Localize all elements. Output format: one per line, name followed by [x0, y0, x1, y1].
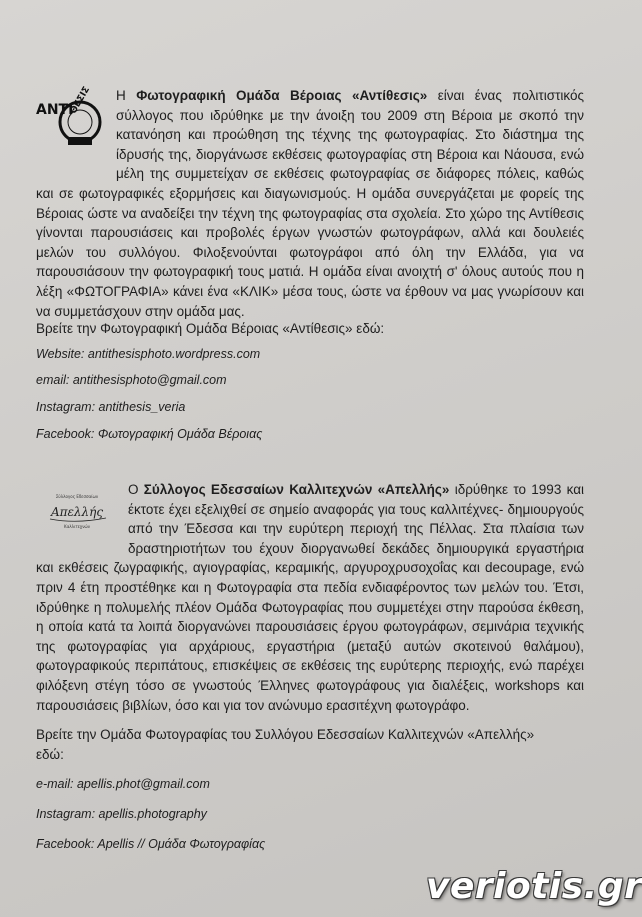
watermark-logo: veriotis.gr [426, 866, 642, 907]
apellis-email: e-mail: apellis.phot@gmail.com [36, 777, 210, 791]
antithesis-email: email: antithesisphoto@gmail.com [36, 373, 227, 387]
svg-text:ΘΕΣΙΣ: ΘΕΣΙΣ [68, 85, 93, 116]
svg-text:Απελλής: Απελλής [50, 505, 104, 519]
svg-text:ANTI: ANTI [36, 102, 74, 118]
antithesis-instagram: Instagram: antithesis_veria [36, 400, 186, 414]
apellis-section [36, 480, 584, 715]
antithesis-facebook: Facebook: Φωτογραφική Ομάδα Βέροιας [36, 427, 263, 441]
antithesis-section [36, 86, 584, 321]
apellis-find-us-line2: εδώ: [36, 747, 64, 762]
svg-text:Σύλλογος Εδεσσαίων: Σύλλογος Εδεσσαίων [55, 494, 99, 499]
apellis-description: Ο Σύλλογος Εδεσσαίων Καλλιτεχνών «Απελλής» ιδρύθηκε το 1993 και έκτοτε έχει εξελιχθεί σε σημείο αναφοράς για τους καλλιτέχνες- δημιουργούς από την Έδεσσα και την ευρύτερη περιοχή της Πέλλας. Στα πλαίσια των δραστηριοτήτων του έχουν διοργανωθεί δεκάδες δημιουργικά εργαστήρια και εκθέσεις ζωγραφικής, αγιογραφίας, κεραμικής, αργυροχρυσοχοΐας και decoupage, ενώ πριν 4 έτη προστέθηκε και η Φωτογραφία στα πεδία ενδιαφέροντος των μελών του. Έτσι, ιδρύθηκε η πολυμελής πλέον Ομάδα Φωτογραφίας που συμμετέχει στην παρούσα έκθεση, η οποία κατά τα λοιπά διοργανώνει παρουσιάσεις έργου φωτογράφων, σεμινάρια τεχνικής της φωτογραφίας για αρχάριους, εργαστήρια (μεταξύ αυτών σκοτεινού θαλάμου), φωτογραφικούς περιπάτους, επισκέψεις σε εκθέσεις της ευρύτερης περιοχής, ενώ παρέχει φιλόξενη στέγη τόσο σε γνωστούς Έλληνες φωτογράφους για διαλέξεις, workshops και παρουσιάσεις βιβλίων, όσο και για τον ανώνυμο ερασιτέχνη φωτογράφο. [36, 482, 584, 713]
antithesis-logo [36, 84, 106, 168]
antithesis-find-us: Βρείτε την Φωτογραφική Ομάδα Βέροιας «Αντίθεσις» εδώ: [36, 321, 385, 336]
apellis-facebook: Facebook: Apellis // Ομάδα Φωτογραφίας [36, 837, 266, 851]
antithesis-logo-mark [36, 84, 106, 168]
apellis-find-us-line1: Βρείτε την Ομάδα Φωτογραφίας του Συλλόγου Εδεσσαίων Καλλιτεχνών «Απελλής» [36, 727, 535, 742]
apellis-name: Σύλλογος Εδεσσαίων Καλλιτεχνών «Απελλής» [143, 482, 450, 497]
antithesis-name: Φωτογραφική Ομάδα Βέροιας «Αντίθεσις» [136, 88, 428, 103]
apellis-logo [36, 488, 118, 546]
antithesis-website: Website: antithesisphoto.wordpress.com [36, 347, 261, 361]
svg-text:Καλλιτεχνών: Καλλιτεχνών [63, 524, 91, 529]
antithesis-description: Η Φωτογραφική Ομάδα Βέροιας «Αντίθεσις» είναι ένας πολιτιστικός σύλλογος που ιδρύθηκε με την άνοιξη του 2009 στη Βέροια με σκοπό την κατανόηση και προώθηση της τέχνης της φωτογραφίας. Στο διάστημα της ίδρυσής της, διοργάνωσε εκθέσεις φωτογραφίας στη Βέροια και Νάουσα, ενώ μέλη της συμμετείχαν σε εκθέσεις φωτογραφίας σε διάφορες πόλεις, καθώς και σε φωτογραφικές εξορμήσεις και διαγωνισμούς. Η ομάδα συνεργάζεται με φορείς της Βέροιας ώστε να αναδείξει την τέχνη της φωτογραφίας στα σχολεία. Στο χώρο της Αντίθεσις γίνονται παρουσιάσεις και προβολές έργων γνωστών φωτογράφων, αλλά και δουλειές μελών του συλλόγου. Φιλοξενούνται φωτογράφοι από όλη την Ελλάδα, για να παρουσιάσουν την φωτογραφική τους ματιά. Η ομάδα είναι ανοιχτή σ' όλους αυτούς που η λέξη «ΦΩΤΟΓΡΑΦΙΑ» κάνει ένα «ΚΛΙΚ» μέσα τους, ώστε να έρθουν να μας γνωρίσουν και να συμμετάσχουν στην ομάδα μας. [36, 88, 585, 319]
apellis-logo-mark [36, 488, 118, 546]
apellis-instagram: Instagram: apellis.photography [36, 807, 207, 821]
